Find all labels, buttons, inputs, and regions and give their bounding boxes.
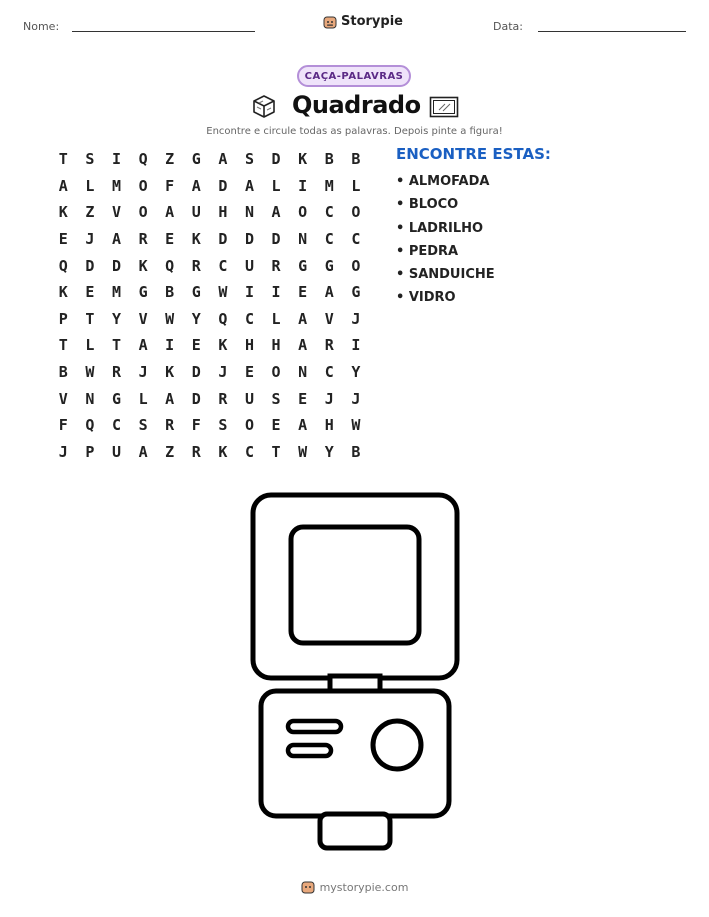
word-list-heading: ENCONTRE ESTAS: <box>396 145 551 163</box>
grid-cell: J <box>138 363 148 382</box>
word-list-item: • SANDUICHE <box>396 267 495 283</box>
grid-cell: K <box>165 363 175 382</box>
grid-cell: K <box>218 336 228 355</box>
grid-cell: R <box>324 336 334 355</box>
grid-cell: A <box>244 176 254 195</box>
grid-cell: L <box>271 309 281 328</box>
grid-cell: R <box>271 256 281 275</box>
grid-cell: T <box>58 336 68 355</box>
grid-cell: N <box>85 389 95 408</box>
grid-cell: L <box>351 176 361 195</box>
grid-cell: I <box>165 336 175 355</box>
grid-cell: O <box>298 203 308 222</box>
grid-cell: C <box>324 203 334 222</box>
grid-cell: A <box>298 416 308 435</box>
word-search-grid <box>50 146 370 465</box>
grid-cell: U <box>244 389 254 408</box>
grid-cell: K <box>218 442 228 461</box>
grid-cell: C <box>244 309 254 328</box>
grid-cell: R <box>138 230 148 249</box>
grid-cell: K <box>58 203 68 222</box>
grid-cell: H <box>271 336 281 355</box>
grid-cell: T <box>85 309 95 328</box>
grid-cell: J <box>351 389 361 408</box>
grid-cell: R <box>218 389 228 408</box>
grid-cell: V <box>138 309 148 328</box>
grid-cell: E <box>298 283 308 302</box>
grid-cell: A <box>298 309 308 328</box>
grid-cell: C <box>324 230 334 249</box>
grid-cell: O <box>271 363 281 382</box>
grid-cell: R <box>165 416 175 435</box>
grid-cell: Q <box>218 309 228 328</box>
date-label: Data: <box>493 20 523 33</box>
date-line <box>538 31 686 32</box>
grid-cell: T <box>111 336 121 355</box>
grid-cell: O <box>244 416 254 435</box>
grid-cell: J <box>58 442 68 461</box>
grid-cell: A <box>271 203 281 222</box>
grid-cell: D <box>111 256 121 275</box>
grid-cell: U <box>111 442 121 461</box>
grid-cell: Z <box>165 442 175 461</box>
grid-cell: K <box>58 283 68 302</box>
grid-cell: G <box>111 389 121 408</box>
grid-cell: B <box>351 442 361 461</box>
grid-cell: B <box>324 150 334 169</box>
grid-cell: M <box>111 283 121 302</box>
tablet-device-coloring-icon <box>248 490 462 854</box>
grid-cell: E <box>298 389 308 408</box>
grid-cell: O <box>138 176 148 195</box>
grid-cell: W <box>218 283 228 302</box>
grid-cell: C <box>324 363 334 382</box>
grid-cell: L <box>138 389 148 408</box>
grid-cell: Z <box>85 203 95 222</box>
grid-cell: L <box>85 336 95 355</box>
grid-cell: H <box>324 416 334 435</box>
grid-cell: V <box>111 203 121 222</box>
grid-cell: L <box>271 176 281 195</box>
storypie-mascot-icon <box>301 880 315 894</box>
grid-cell: F <box>58 416 68 435</box>
grid-cell: D <box>218 176 228 195</box>
grid-cell: S <box>271 389 281 408</box>
cube-block-icon <box>250 92 278 120</box>
grid-cell: S <box>244 150 254 169</box>
grid-cell: M <box>324 176 334 195</box>
grid-cell: P <box>58 309 68 328</box>
grid-cell: E <box>271 416 281 435</box>
grid-cell: A <box>218 150 228 169</box>
grid-cell: R <box>111 363 121 382</box>
grid-cell: B <box>58 363 68 382</box>
grid-cell: D <box>191 363 201 382</box>
name-line <box>72 31 255 32</box>
grid-cell: V <box>324 309 334 328</box>
grid-cell: G <box>191 283 201 302</box>
instructions: Encontre e circule todas as palavras. Depois pinte a figura! <box>206 126 503 137</box>
grid-cell: E <box>244 363 254 382</box>
brand-name: Storypie <box>341 14 403 29</box>
grid-cell: W <box>351 416 361 435</box>
word-list-item: • ALMOFADA <box>396 174 490 189</box>
word-list-item: • LADRILHO <box>396 220 484 236</box>
grid-cell: C <box>351 230 361 249</box>
grid-cell: D <box>244 230 254 249</box>
grid-cell: S <box>218 416 228 435</box>
grid-cell: Q <box>58 256 68 275</box>
grid-cell: A <box>324 283 334 302</box>
grid-cell: E <box>191 336 201 355</box>
grid-cell: G <box>138 283 148 302</box>
grid-cell: E <box>165 230 175 249</box>
grid-cell: I <box>111 150 121 169</box>
grid-cell: B <box>351 150 361 169</box>
grid-cell: I <box>271 283 281 302</box>
grid-cell: L <box>85 176 95 195</box>
grid-cell: K <box>191 230 201 249</box>
grid-cell: O <box>138 203 148 222</box>
grid-cell: D <box>271 150 281 169</box>
storypie-mascot-icon <box>323 15 337 29</box>
grid-cell: G <box>324 256 334 275</box>
word-list-item: • PEDRA <box>396 243 459 259</box>
grid-cell: A <box>58 176 68 195</box>
grid-cell: E <box>58 230 68 249</box>
grid-cell: Y <box>351 363 361 382</box>
grid-cell: K <box>138 256 148 275</box>
grid-cell: G <box>351 283 361 302</box>
grid-cell: J <box>218 363 228 382</box>
grid-cell: S <box>138 416 148 435</box>
grid-cell: Q <box>85 416 95 435</box>
grid-cell: Q <box>138 150 148 169</box>
grid-cell: A <box>191 176 201 195</box>
grid-cell: J <box>85 230 95 249</box>
grid-cell: A <box>111 230 121 249</box>
grid-cell: S <box>85 150 95 169</box>
grid-cell: A <box>165 389 175 408</box>
grid-cell: N <box>298 363 308 382</box>
grid-cell: K <box>298 150 308 169</box>
grid-cell: I <box>244 283 254 302</box>
grid-cell: Y <box>111 309 121 328</box>
grid-cell: C <box>244 442 254 461</box>
grid-cell: W <box>85 363 95 382</box>
grid-cell: D <box>191 389 201 408</box>
page-title: Quadrado <box>292 91 421 119</box>
word-list <box>396 170 495 310</box>
grid-cell: R <box>191 442 201 461</box>
grid-cell: A <box>165 203 175 222</box>
grid-cell: D <box>271 230 281 249</box>
grid-cell: G <box>191 150 201 169</box>
grid-cell: C <box>111 416 121 435</box>
grid-cell: O <box>351 203 361 222</box>
grid-cell: A <box>298 336 308 355</box>
grid-cell: E <box>85 283 95 302</box>
grid-cell: W <box>298 442 308 461</box>
glass-pane-icon <box>429 96 459 118</box>
grid-cell: B <box>165 283 175 302</box>
grid-cell: T <box>58 150 68 169</box>
grid-cell: Q <box>165 256 175 275</box>
grid-cell: Z <box>165 150 175 169</box>
grid-cell: R <box>191 256 201 275</box>
brand-logo <box>323 14 403 29</box>
grid-cell: N <box>244 203 254 222</box>
grid-cell: I <box>351 336 361 355</box>
grid-cell: H <box>244 336 254 355</box>
name-label: Nome: <box>23 20 60 33</box>
grid-cell: N <box>298 230 308 249</box>
grid-cell: Y <box>324 442 334 461</box>
grid-cell: F <box>165 176 175 195</box>
grid-cell: M <box>111 176 121 195</box>
grid-cell: P <box>85 442 95 461</box>
grid-cell: A <box>138 336 148 355</box>
grid-cell: D <box>218 230 228 249</box>
grid-cell: U <box>244 256 254 275</box>
grid-cell: A <box>138 442 148 461</box>
footer-url: mystorypie.com <box>319 880 409 894</box>
grid-cell: F <box>191 416 201 435</box>
grid-cell: H <box>218 203 228 222</box>
grid-cell: T <box>271 442 281 461</box>
grid-cell: V <box>58 389 68 408</box>
grid-cell: U <box>191 203 201 222</box>
grid-cell: W <box>165 309 175 328</box>
grid-cell: I <box>298 176 308 195</box>
grid-cell: Y <box>191 309 201 328</box>
grid-cell: C <box>218 256 228 275</box>
grid-cell: J <box>324 389 334 408</box>
grid-cell: D <box>85 256 95 275</box>
word-list-item: • BLOCO <box>396 197 459 213</box>
category-tag: CAÇA-PALAVRAS <box>297 65 411 87</box>
word-list-item: • VIDRO <box>396 290 456 306</box>
footer <box>0 880 709 894</box>
grid-cell: O <box>351 256 361 275</box>
grid-cell: G <box>298 256 308 275</box>
grid-cell: J <box>351 309 361 328</box>
